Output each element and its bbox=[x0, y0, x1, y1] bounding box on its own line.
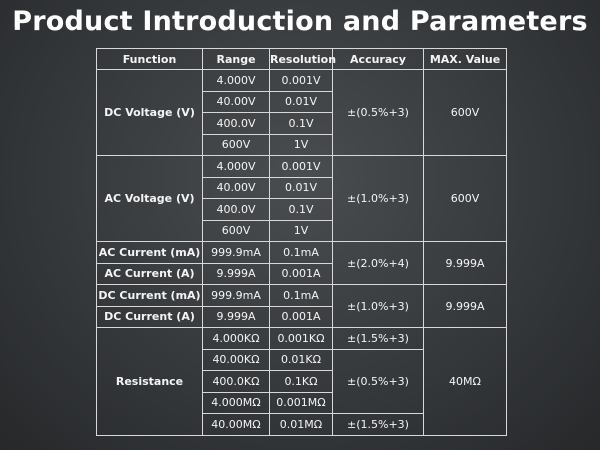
range-cell: 9.999A bbox=[203, 263, 270, 285]
range-cell: 600V bbox=[203, 134, 270, 156]
accuracy-resistance-last: ±(1.5%+3) bbox=[333, 414, 424, 436]
range-cell: 400.0KΩ bbox=[203, 371, 270, 393]
resolution-cell: 0.01KΩ bbox=[270, 349, 333, 371]
resolution-cell: 1V bbox=[270, 220, 333, 242]
resolution-cell: 0.001A bbox=[270, 263, 333, 285]
table-row bbox=[97, 70, 507, 92]
range-cell: 400.0V bbox=[203, 113, 270, 135]
accuracy-resistance-first: ±(1.5%+3) bbox=[333, 328, 424, 350]
resolution-cell: 0.1mA bbox=[270, 242, 333, 264]
resolution-cell: 0.1V bbox=[270, 113, 333, 135]
function-ac-current-a: AC Current (A) bbox=[97, 263, 203, 285]
resolution-cell: 0.001V bbox=[270, 70, 333, 92]
range-cell: 40.00KΩ bbox=[203, 349, 270, 371]
range-cell: 4.000MΩ bbox=[203, 392, 270, 414]
function-dc-current-ma: DC Current (mA) bbox=[97, 285, 203, 307]
accuracy-ac-voltage: ±(1.0%+3) bbox=[333, 156, 424, 242]
resolution-cell: 0.1mA bbox=[270, 285, 333, 307]
accuracy-ac-current: ±(2.0%+4) bbox=[333, 242, 424, 285]
resolution-cell: 0.001A bbox=[270, 306, 333, 328]
resolution-cell: 1V bbox=[270, 134, 333, 156]
resolution-cell: 0.01MΩ bbox=[270, 414, 333, 436]
header-resolution: Resolution bbox=[270, 49, 333, 70]
range-cell: 40.00V bbox=[203, 177, 270, 199]
header-max-value: MAX. Value bbox=[424, 49, 507, 70]
resolution-cell: 0.1V bbox=[270, 199, 333, 221]
table-row bbox=[97, 156, 507, 178]
accuracy-dc-current: ±(1.0%+3) bbox=[333, 285, 424, 328]
max-resistance: 40MΩ bbox=[424, 328, 507, 436]
range-cell: 4.000V bbox=[203, 156, 270, 178]
table-row bbox=[97, 242, 507, 264]
accuracy-resistance-mid: ±(0.5%+3) bbox=[333, 349, 424, 414]
table-row bbox=[97, 285, 507, 307]
range-cell: 9.999A bbox=[203, 306, 270, 328]
range-cell: 4.000KΩ bbox=[203, 328, 270, 350]
header-accuracy: Accuracy bbox=[333, 49, 424, 70]
max-dc-current: 9.999A bbox=[424, 285, 507, 328]
header-range: Range bbox=[203, 49, 270, 70]
table-row bbox=[97, 328, 507, 350]
range-cell: 40.00MΩ bbox=[203, 414, 270, 436]
range-cell: 600V bbox=[203, 220, 270, 242]
resolution-cell: 0.001MΩ bbox=[270, 392, 333, 414]
max-ac-voltage: 600V bbox=[424, 156, 507, 242]
resolution-cell: 0.01V bbox=[270, 91, 333, 113]
range-cell: 999.9mA bbox=[203, 285, 270, 307]
range-cell: 40.00V bbox=[203, 91, 270, 113]
function-dc-current-a: DC Current (A) bbox=[97, 306, 203, 328]
resolution-cell: 0.001KΩ bbox=[270, 328, 333, 350]
header-function: Function bbox=[97, 49, 203, 70]
resolution-cell: 0.01V bbox=[270, 177, 333, 199]
max-dc-voltage: 600V bbox=[424, 70, 507, 156]
range-cell: 4.000V bbox=[203, 70, 270, 92]
range-cell: 999.9mA bbox=[203, 242, 270, 264]
page-title: Product Introduction and Parameters bbox=[12, 6, 588, 37]
parameters-table bbox=[96, 48, 507, 436]
function-ac-current-ma: AC Current (mA) bbox=[97, 242, 203, 264]
resolution-cell: 0.001V bbox=[270, 156, 333, 178]
function-dc-voltage: DC Voltage (V) bbox=[97, 70, 203, 156]
function-ac-voltage: AC Voltage (V) bbox=[97, 156, 203, 242]
max-ac-current: 9.999A bbox=[424, 242, 507, 285]
accuracy-dc-voltage: ±(0.5%+3) bbox=[333, 70, 424, 156]
function-resistance: Resistance bbox=[97, 328, 203, 436]
table-header-row bbox=[97, 49, 507, 70]
range-cell: 400.0V bbox=[203, 199, 270, 221]
resolution-cell: 0.1KΩ bbox=[270, 371, 333, 393]
